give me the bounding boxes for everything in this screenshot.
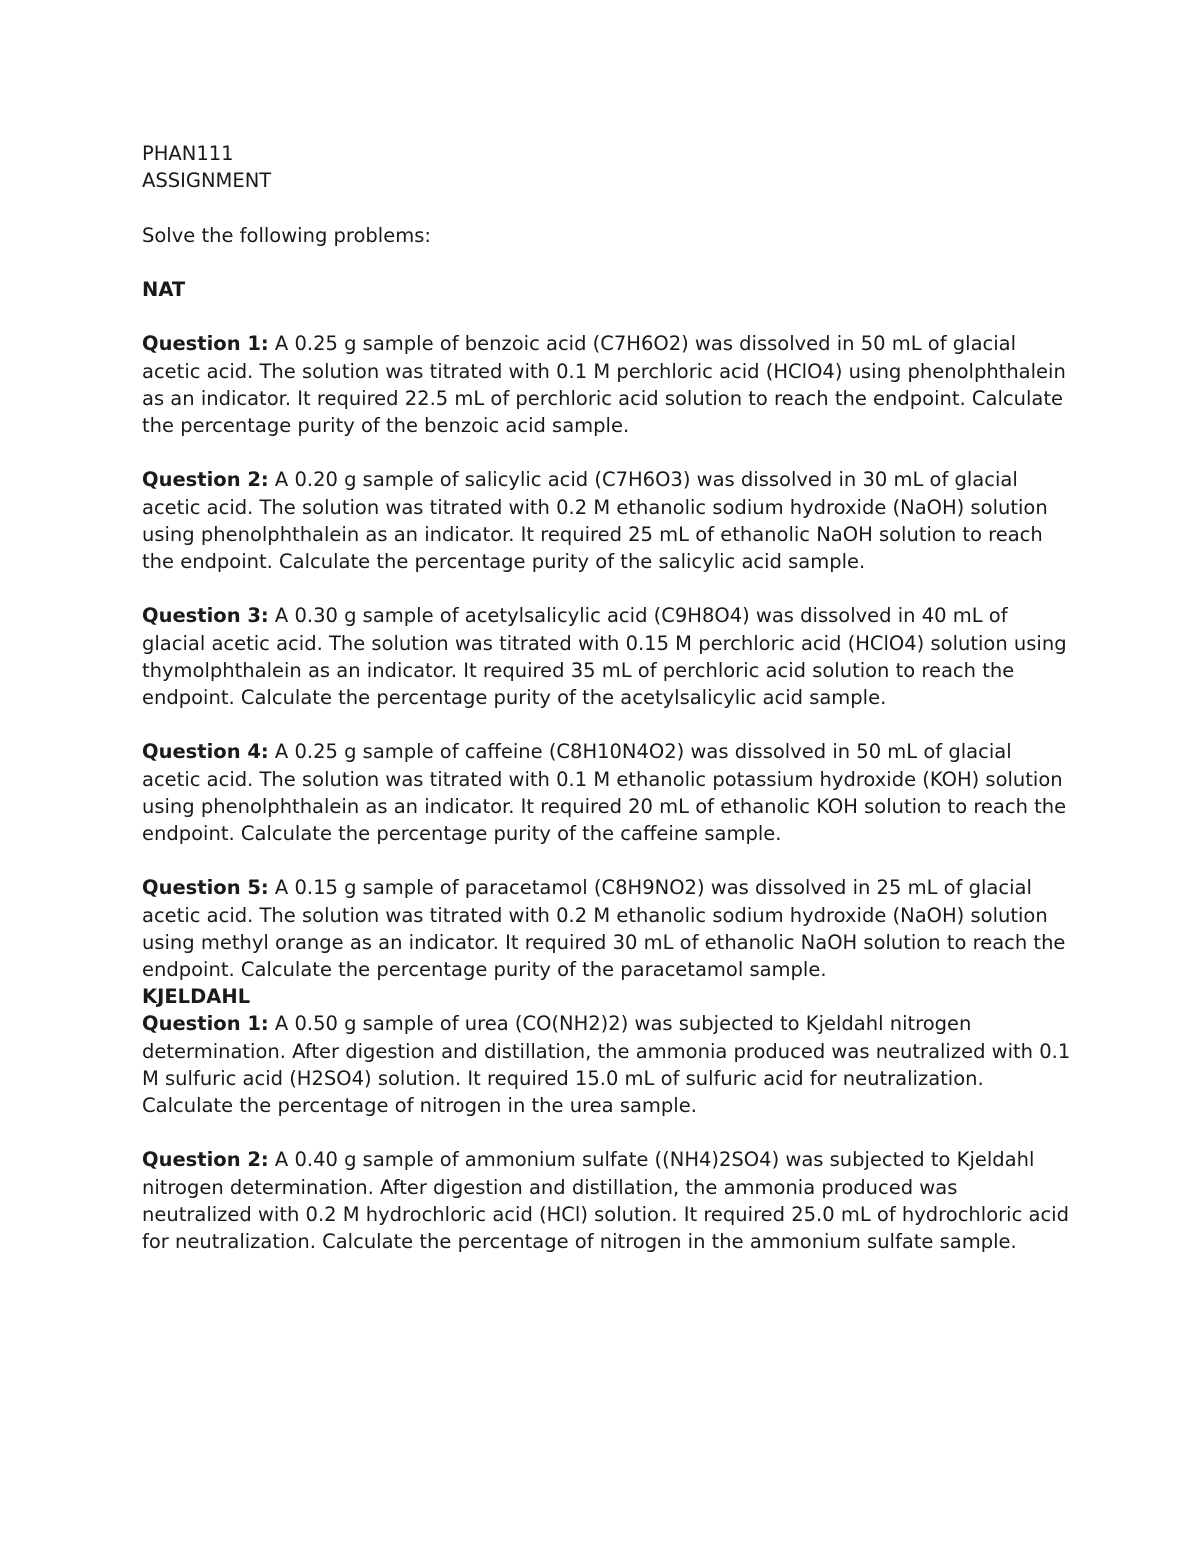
question-text: A 0.50 g sample of urea (CO(NH2)2) was subjected to Kjeldahl nitrogen determination. After digestion and distillation, the ammonia produced was neutralized with 0.1 M sulfuric acid (H2SO4) solution. It required 15.0 mL of sulfuric acid for neutralization. Calculate the percentage of nitrogen in the urea sample. [142, 1012, 1071, 1117]
question-label: Question 3: [142, 604, 269, 628]
question-label: Question 5: [142, 876, 269, 900]
question-text: A 0.20 g sample of salicylic acid (C7H6O3) was dissolved in 30 mL of glacial acetic acid. The solution was titrated with 0.2 M ethanolic sodium hydroxide (NaOH) solution using phenolphthalein as an indicator. It required 25 mL of ethanolic NaOH solution to reach the endpoint. Calculate the percentage purity of the salicylic acid sample. [142, 468, 1048, 573]
nat-question-1 [142, 330, 1072, 439]
nat-question-2 [142, 466, 1072, 575]
document-page [142, 140, 1072, 1282]
instructions: Solve the following problems: [142, 223, 431, 247]
question-label: Question 2: [142, 1148, 269, 1172]
question-label: Question 1: [142, 332, 269, 356]
course-code: PHAN111 [142, 142, 234, 165]
section-title-kjeldahl: KJELDAHL [142, 985, 251, 1009]
spacer [142, 249, 1072, 276]
document-type: ASSIGNMENT [142, 169, 272, 193]
kjeldahl-question-1 [142, 1010, 1072, 1119]
question-text: A 0.40 g sample of ammonium sulfate ((NH4)2SO4) was subjected to Kjeldahl nitrogen determination. After digestion and distillation, the ammonia produced was neutralized with 0.2 M hydrochloric acid (HCl) solution. It required 25.0 mL of hydrochloric acid for neutralization. Calculate the percentage of nitrogen in the ammonium sulfate sample. [142, 1148, 1069, 1253]
question-text: A 0.25 g sample of caffeine (C8H10N4O2) was dissolved in 50 mL of glacial acetic acid. The solution was titrated with 0.1 M ethanolic potassium hydroxide (KOH) solution using phenolphthalein as an indicator. It required 20 mL of ethanolic KOH solution to reach the endpoint. Calculate the percentage purity of the caffeine sample. [142, 740, 1067, 845]
kjeldahl-question-2 [142, 1146, 1072, 1255]
question-label: Question 2: [142, 468, 269, 492]
question-label: Question 4: [142, 740, 269, 764]
question-text: A 0.30 g sample of acetylsalicylic acid (C9H8O4) was dissolved in 40 mL of glacial acetic acid. The solution was titrated with 0.15 M perchloric acid (HClO4) solution using thymolphthalein as an indicator. It required 35 mL of perchloric acid solution to reach the endpoint. Calculate the percentage purity of the acetylsalicylic acid sample. [142, 604, 1067, 709]
question-text: A 0.15 g sample of paracetamol (C8H9NO2) was dissolved in 25 mL of glacial acetic acid. The solution was titrated with 0.2 M ethanolic sodium hydroxide (NaOH) solution using methyl orange as an indicator. It required 30 mL of ethanolic NaOH solution to reach the endpoint. Calculate the percentage purity of the paracetamol sample. [142, 876, 1066, 981]
nat-question-3 [142, 602, 1072, 711]
question-label: Question 1: [142, 1012, 269, 1036]
spacer [142, 303, 1072, 330]
nat-question-5 [142, 874, 1072, 983]
section-title-nat: NAT [142, 277, 186, 301]
nat-question-4 [142, 738, 1072, 847]
question-text: A 0.25 g sample of benzoic acid (C7H6O2) was dissolved in 50 mL of glacial acetic acid. The solution was titrated with 0.1 M perchloric acid (HClO4) using phenolphthalein as an indicator. It required 22.5 mL of perchloric acid solution to reach the endpoint. Calculate the percentage purity of the benzoic acid sample. [142, 332, 1066, 437]
spacer [142, 194, 1072, 221]
